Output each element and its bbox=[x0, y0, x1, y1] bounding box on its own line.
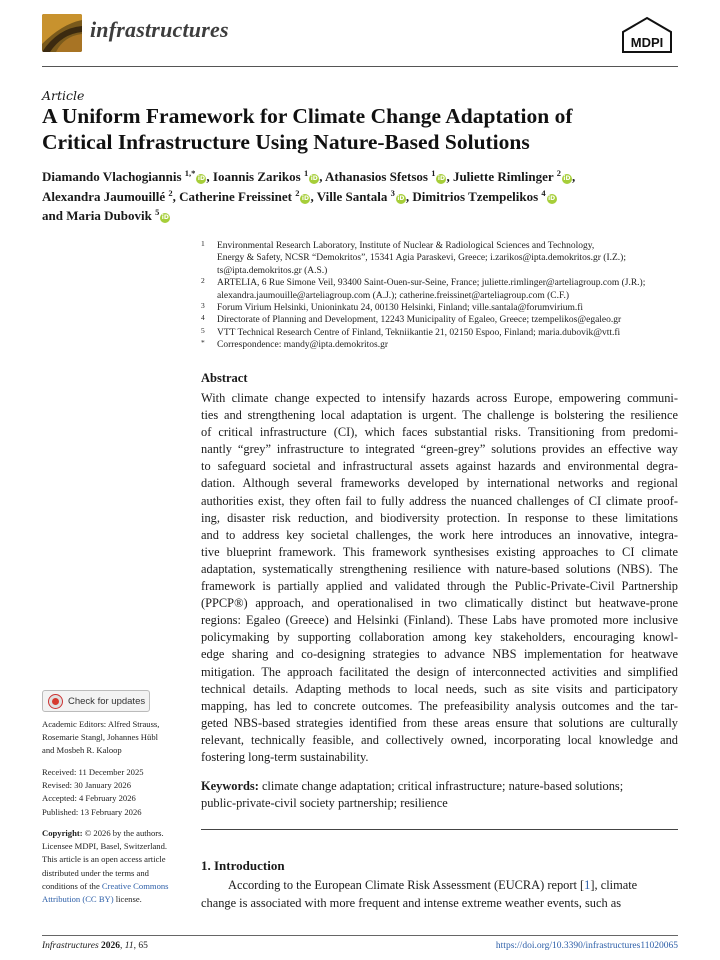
affiliation-1: 1 Environmental Research Laboratory, Institute of Nuclear & Radiological Sciences and Technology, Energy & Safety, NCSR “Demokritos”, 15341 Agia Paraskevi, Greece; i.zarikos@ipta.demokritos.gr (I.Z.); ts@ipta.demokritos.gr (A.S.) bbox=[201, 239, 626, 276]
orcid-icon[interactable]: iD bbox=[563, 175, 571, 182]
abstract-line: framework is partially applied and validated through the Public-Private-Civil Partnership bbox=[201, 579, 678, 594]
abstract-line: With climate change expected to intensify hazards across Europe, empowering communi- bbox=[201, 391, 678, 405]
article-type: Article bbox=[42, 88, 85, 103]
affiliation-5: 5 VTT Technical Research Centre of Finland, Tekniikantie 21, 02150 Espoo, Finland; maria.dubovik@vtt.fi bbox=[201, 325, 621, 338]
author-sup: 4 bbox=[541, 187, 546, 198]
author-name[interactable]: Alexandra Jaumouillé bbox=[42, 188, 166, 204]
check-updates-icon bbox=[48, 694, 63, 709]
author-name[interactable]: Maria Dubovik bbox=[66, 208, 152, 223]
author-name[interactable]: Catherine Freissinet bbox=[179, 188, 292, 204]
affiliation-3: 3 Forum Virium Helsinki, Unioninkatu 24, 00130 Helsinki, Finland; ville.santala@forumvirium.fi bbox=[201, 301, 584, 314]
svg-text:MDPI: MDPI bbox=[630, 35, 664, 50]
title-line: A Uniform Framework for Climate Change Adaptation of bbox=[42, 104, 573, 128]
affiliations bbox=[201, 240, 681, 352]
mdpi-logo bbox=[619, 16, 675, 56]
keywords-line: public-private-civil society partnership; resilience bbox=[201, 796, 448, 811]
orcid-icon[interactable]: iD bbox=[437, 175, 445, 182]
abstract-line: nantly “grey” infrastructure to integrated “green-grey” solutions provides an effective way bbox=[201, 442, 678, 457]
orcid-icon[interactable]: iD bbox=[548, 194, 556, 202]
author-name[interactable]: Athanasios Sfetsos bbox=[325, 169, 428, 184]
abstract-line: tive blueprint framework. This framework synthesises existing approaches to CI climate bbox=[201, 544, 678, 559]
correspondence: * Correspondence: mandy@ipta.demokritos.gr bbox=[201, 338, 388, 351]
abstract-line: dation. Although several frameworks developed by international networks and regional bbox=[201, 476, 678, 491]
citation-link[interactable]: 1 bbox=[584, 878, 591, 892]
abstract-line: technical details. Adapting methods to local needs, such as site visits and participatory bbox=[201, 681, 678, 696]
author-line: Alexandra Jaumouillé $^2$, Catherine Freissinet $^2$iD, Ville Santala $^3$iD, Dimitrios Tzempelikos $^4$iD bbox=[42, 187, 556, 204]
keywords-line: climate change adaptation; critical infrastructure; nature-based solutions; bbox=[261, 779, 624, 793]
section-rule bbox=[201, 829, 678, 830]
abstract-body bbox=[201, 390, 678, 766]
article-dates bbox=[42, 766, 192, 819]
abstract-line: adaptation, systematically strengthening resilience with nature-based solutions (NBS). The bbox=[201, 561, 678, 576]
copyright-notice: Copyright: © 2026 by the authors. Licensee MDPI, Basel, Switzerland. This article is an open access article distributed under the terms and conditions of the Creative Commons Attribution (CC BY) license. bbox=[42, 828, 169, 905]
author-list bbox=[42, 167, 682, 226]
license-link[interactable]: Attribution (CC BY) bbox=[42, 894, 114, 905]
abstract-line: relevant, technically feasible, and collectively owned, incorporating local knowledge and bbox=[201, 732, 678, 747]
affiliation-2: 2 ARTELIA, 6 Rue Simone Veil, 93400 Saint-Ouen-sur-Seine, France; juliette.rimlinger@arteliagroup.com (J.R.); alexandra.jaumouille@arteliagroup.com (A.J.); catherine.freissinet@arteliagroup.com (C.F.) bbox=[201, 276, 646, 301]
author-sup: 3 bbox=[390, 187, 395, 198]
author-sup: 2 bbox=[295, 187, 300, 198]
academic-editors: Academic Editors: Alfred Strauss, Rosemarie Stangl, Johannes Hübl and Mosbeh R. Kaloop bbox=[42, 719, 160, 756]
author-sup: 1 bbox=[431, 168, 436, 178]
author-name[interactable]: Diamando Vlachogiannis bbox=[42, 169, 182, 184]
orcid-icon[interactable]: iD bbox=[310, 175, 318, 182]
journal-name: infrastructures bbox=[90, 17, 229, 42]
affiliation-4: 4 Directorate of Planning and Development, 12243 Municipality of Egaleo, Greece; tzempelikos@egaleo.gr bbox=[201, 313, 622, 326]
keywords bbox=[201, 778, 678, 812]
check-for-updates-button[interactable] bbox=[42, 690, 150, 712]
check-updates-label: Check for updates bbox=[68, 695, 146, 707]
abstract-line: geted NBS-based strategies identified from these areas ensure that solutions are culturally bbox=[201, 715, 678, 730]
author-sup: 1,* bbox=[184, 168, 196, 178]
header-rule bbox=[42, 66, 678, 67]
title-line: Critical Infrastructure Using Nature-Based Solutions bbox=[42, 130, 530, 154]
author-line: and Maria Dubovik $^5$iD bbox=[42, 207, 169, 223]
accepted-date: Accepted: 4 February 2026 bbox=[42, 793, 136, 804]
abstract-line: regions: Egaleo (Greece) and Helsinki (Finland). These Labs have promoted more inclusive bbox=[201, 613, 678, 628]
abstract-line: of critical infrastructure (CI), which faces substantial risks. Transitioning from predomi- bbox=[201, 425, 678, 440]
abstract-line: mitigation. The approach facilitated the design of interconnected activities and simplified bbox=[201, 664, 678, 679]
author-sup: 2 bbox=[556, 168, 561, 178]
abstract-line: and to address key societal challenges, the work here introduces an innovative, integra- bbox=[201, 527, 678, 542]
author-sup: 2 bbox=[168, 187, 173, 198]
journal-logo bbox=[42, 14, 82, 52]
footer-citation: Infrastructures 2026, 11, 65 bbox=[42, 941, 148, 951]
author-sup: 1 bbox=[303, 168, 309, 178]
article-title bbox=[42, 103, 682, 155]
keywords-label: Keywords: bbox=[201, 779, 259, 793]
abstract-line: policymaking by supporting collaboration among key stakeholders, encouraging knowl- bbox=[201, 630, 678, 645]
orcid-icon[interactable]: iD bbox=[197, 175, 205, 182]
orcid-icon[interactable]: iD bbox=[397, 194, 405, 202]
abstract-line: mapping, has led to concrete outcomes. The prefeasibility analysis outcomes and the tar- bbox=[201, 698, 678, 713]
abstract-heading: Abstract bbox=[201, 371, 248, 385]
intro-paragraph: According to the European Climate Risk Assessment (EUCRA) report [1], climate change is associated with more frequent and intense extreme weather events, such as bbox=[201, 878, 638, 910]
abstract-line: ties and strengthening local adaptation is urgent. The challenge is bolstering the resilience bbox=[201, 408, 678, 423]
abstract-line: to safeguard societal and infrastructural assets against hazards and environmental degra- bbox=[201, 459, 678, 474]
author-name[interactable]: Dimitrios Tzempelikos bbox=[412, 188, 539, 204]
section-heading: 1. Introduction bbox=[201, 858, 285, 873]
author-line: Diamando Vlachogiannis $^{1,*}$iD, Ioannis Zarikos $^1$iD, Athanasios Sfetsos $^1$iD, Juliette Rimlinger $^2$iD, bbox=[42, 168, 576, 184]
author-name[interactable]: Ville Santala bbox=[316, 188, 388, 204]
author-name[interactable]: Juliette Rimlinger bbox=[452, 169, 554, 184]
abstract-line: edge sharing and co-designing strategies to advance NBS implementation for heatwave bbox=[201, 647, 678, 662]
abstract-line: ing, disaster risk reduction, and biodiversity protection. In response to these limitations bbox=[201, 510, 678, 525]
orcid-icon[interactable]: iD bbox=[161, 214, 169, 221]
footer-rule bbox=[42, 935, 678, 936]
abstract-line: authorities exist, they often fail to fully address the nuanced challenges of CI climate proof- bbox=[201, 493, 678, 508]
published-date: Published: 13 February 2026 bbox=[42, 806, 142, 817]
author-name[interactable]: Ioannis Zarikos bbox=[212, 169, 301, 184]
author-sup: 5 bbox=[155, 207, 160, 217]
revised-date: Revised: 30 January 2026 bbox=[42, 780, 132, 791]
doi-link[interactable]: https://doi.org/10.3390/infrastructures11020065 bbox=[495, 941, 678, 951]
received-date: Received: 11 December 2025 bbox=[42, 767, 144, 777]
abstract-line: (PPCP®) approach, and operationalised in two climatically distinct but heatwave-prone bbox=[201, 596, 678, 611]
license-link[interactable]: Creative Commons bbox=[101, 880, 169, 891]
orcid-icon[interactable]: iD bbox=[301, 194, 309, 202]
abstract-line: fostering long-term sustainability. bbox=[201, 749, 369, 764]
